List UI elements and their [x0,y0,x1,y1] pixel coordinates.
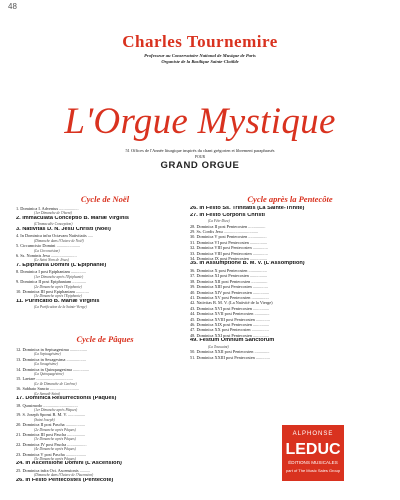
entry-note: (3e Dimanche après Pâques) [34,437,76,442]
entry-note: (La Fête-Dieu) [208,219,230,224]
logo-name: LEDUC [285,441,341,458]
entry-note: (Dimanche dans l'Octave de Noël) [34,238,84,243]
entry-note: (La Purification de la Sainte-Vierge) [34,305,87,310]
entry-title: 7. Epiphania Domini (L'Épiphanie) [16,262,107,268]
work-subtitle: 51 Offices de l'Année liturgique inspirés du chant grégorien et librement paraphrasés [125,148,275,153]
entry-title: 10. Dominica III post Epiphaniam ............ [16,289,89,294]
entry-title: 48. Dominica XXI post Pentecosten ............... [190,332,270,338]
entry-title: 14. Dominica in Quinquagesima ............... [16,366,90,372]
page-number: 48 [8,2,17,11]
entry-note: (Le Samedi-Saint) [34,391,61,396]
entry-note: (Le Saint Nom de Jésus) [34,258,69,263]
entry-note: (Saint Joseph) [34,417,55,422]
entry-title: 22. Dominica IV post Pascha .................. [16,441,87,447]
entry-title: 20. Dominica II post Pascha .................. [16,422,85,428]
entry-note: (Dimanche dans l'Octave de l'Ascension) [34,473,94,478]
entry-title: 39. Dominica XIII post Pentecosten .............. [190,284,268,290]
entry-title: 8. Dominica I post Epiphaniam .............. [16,269,86,275]
cycle-noel-heading: Cycle de Noël [80,194,130,204]
entry-title: 40. Dominica XIV post Pentecosten ............... [190,289,270,295]
entry-title: 1. Dominica I. Adventus .................. [16,206,79,211]
entry-title: 13. Dominica in Sexagesima .................. [16,356,86,362]
entry-title: 49. Festum Omnium Sanctorum [190,338,275,344]
entry-title: 17. Dominica Resurrectionis (Pâques) [16,396,117,401]
entry-title: 50. Dominica XXII post Pentecosten .............. [190,349,270,355]
entry-note: (2e Dimanche après l'Épiphanie) [34,284,82,289]
entry-title: 44. Dominica XVII post Pentecosten .............. [190,311,270,317]
entry-note: (La Sexagésime) [34,362,58,367]
entry-title: 41. Dominica XV post Pentecosten ................ [190,295,269,300]
entry-note: (La Toussaint) [208,344,229,349]
entry-title: 37. Dominica XI post Pentecosten ................ [190,273,268,279]
logo-line3: part of The Music Sales Group [285,468,341,473]
entry-title: 51. Dominica XXIII post Pentecosten ............. [190,354,270,360]
entry-title: 47. Dominica XX post Pentecosten ................ [190,327,269,333]
entry-note: (3e Dimanche après l'Épiphanie) [34,294,82,299]
entry-title: 26. In Festo Ss. Trinitatis (La Sainte-Trinité) [190,206,305,211]
composer-name: Charles Tournemire [122,32,278,51]
entry-note: (4e Dimanche après Pâques) [34,447,76,452]
entry-note: (La Circoncision) [34,248,60,253]
entry-title: 36. Dominica X post Pentecosten ................. [190,268,267,273]
entry-title: 27. In Festo Corporis Christi [190,212,265,218]
entry-title: 28. Dominica II post Pentecosten ................ [190,223,266,229]
logo-line2: ÉDITIONS MUSICALES [288,460,338,465]
entry-title: 16. Sabbato Sancto ........................... [16,386,80,392]
composer-position-2: Organiste de la Basilique Sainte-Clotilde [161,59,239,64]
entry-title: 2. Immaculata Conceptio B. Mariæ Virginis [16,215,130,221]
entry-title: 9. Dominica II post Epiphaniam ............. [16,279,87,285]
entry-note: (2e Dimanche après Pâques) [34,427,76,432]
entry-title: 29. Ss. Cordis Jesu ................................ [190,229,259,234]
entry-title: 33. Dominica VIII post Pentecosten .............. [190,250,268,256]
entry-title: 31. Dominica VI post Pentecosten ................ [190,239,268,245]
entry-note: (La Septuagésime) [34,352,61,357]
cycle-pentecote-heading: Cycle après la Pentecôte [247,194,333,204]
publisher-logo-graphic [282,425,344,481]
entry-title: 4. In Dominica infra Octavam Nativitatis ..... [16,233,94,239]
entry-title: 5. Circumcisio Domini ...................... [16,243,81,249]
entry-title: 23. Dominica V post Pascha ................... [16,451,87,457]
entry-title: 21. Dominica III post Pascha ................. [16,432,86,437]
work-title: L'Orgue Mystique [64,101,336,142]
entry-note: (Le 4e Dimanche de Carême) [34,381,77,386]
entry-title: 11. Purificatio B. Mariæ Virginis [16,298,100,304]
entry-title: 26. In Festo Pentecostes (Pentecôte) [16,477,114,483]
entry-title: 45. Dominica XVIII post Pentecosten ............. [190,316,270,322]
cycle-paques-list [16,347,196,495]
entry-title: 32. Dominica VIII post Pentecosten .............. [190,245,268,251]
entry-note: (La Quinquagésime) [34,372,64,376]
entry-title: 46. Dominica XIX post Pentecosten ............... [190,322,270,327]
entry-title: 19. S. Joseph Sponsi B. M. V. ................ [16,412,86,418]
entry-title: 18. Quasimodo ................................ [16,402,78,408]
entry-title: 6. Ss. Nominis Jesu ........................ [16,253,77,258]
entry-note: (1er Dimanche après l'Épiphanie) [34,274,84,279]
cycle-paques-heading: Cycle de Pâques [76,334,134,344]
entry-title: 35. In Assumptione B. M. V. (L'Assomption) [190,261,305,267]
publisher-logo [282,425,344,481]
entry-note: (L'Immaculée Conception) [34,222,73,227]
entry-title: 42. Nativitas B. M. V. (La Nativité de la Vierge) [190,300,273,306]
entry-note: (1er Dimanche après Pâques) [34,408,78,412]
entry-title: 3. Nativitas D. N. Jesu Christi (Noël) [16,226,111,232]
entry-title: 38. Dominica XII post Pentecosten ............... [190,278,268,284]
pour-label: POUR [194,155,206,159]
entry-note: (1er Dimanche de l'Avent) [34,211,72,216]
cycle-noel-list [16,206,196,326]
entry-note: (5e Dimanche après Pâques) [34,457,76,461]
entry-title: 25. Dominica infra Oct. Ascensionis .......... [16,468,91,473]
entry-title: 34. Dominica IX post Pentecosten ................ [190,256,268,261]
instrument-label: GRAND ORGUE [160,160,240,171]
cycle-pentecote-list [190,206,390,421]
entry-title: 24. In Ascensione Domini (L'Ascension) [16,461,122,467]
entry-title: 43. Dominica XVI post Pentecosten ............... [190,305,270,311]
entry-title: 15. Laetare .................................. [16,376,73,382]
entry-title: 30. Dominica V post Pentecosten ................. [190,234,267,240]
entry-title: 12. Dominica in Septuagesima ................ [16,347,88,352]
logo-line1: ALPHONSE [292,431,334,437]
composer-position-1: Professeur au Conservatoire National de Musique de Paris [144,53,256,58]
